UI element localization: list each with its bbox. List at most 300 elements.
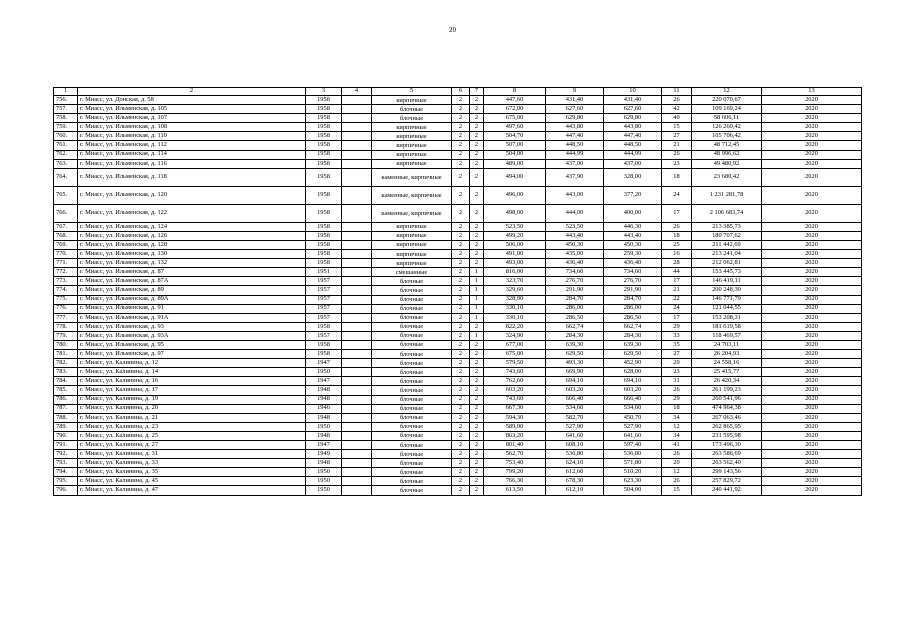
- table-cell: 2: [470, 96, 484, 105]
- table-cell: 761.: [54, 141, 78, 150]
- table-cell: кирпичные: [372, 132, 452, 141]
- table-cell: 146 419,11: [692, 277, 762, 286]
- table-cell: 12: [662, 422, 692, 431]
- table-cell: [342, 395, 372, 404]
- table-cell: 1948: [306, 431, 342, 440]
- table-cell: 1957: [306, 295, 342, 304]
- table-row: [54, 386, 862, 395]
- table-cell: 286,00: [546, 304, 604, 313]
- table-cell: 629,80: [546, 114, 604, 123]
- table-row: [54, 350, 862, 359]
- table-cell: 118 469,57: [692, 331, 762, 340]
- table-cell: 2: [470, 422, 484, 431]
- table-cell: 788.: [54, 413, 78, 422]
- table-cell: г. Миасс, ул. Ильменская, д. 114: [78, 150, 306, 159]
- table-cell: 603,20: [484, 386, 546, 395]
- table-cell: [342, 186, 372, 204]
- table-cell: 2: [470, 105, 484, 114]
- table-cell: 26: [662, 150, 692, 159]
- column-header-7: 7: [470, 88, 484, 96]
- table-cell: г. Миасс, ул. Калинина, д. 12: [78, 359, 306, 368]
- table-cell: 25 415,77: [692, 368, 762, 377]
- table-cell: 669,90: [546, 368, 604, 377]
- table-cell: 494,00: [484, 168, 546, 186]
- table-cell: 448,50: [546, 141, 604, 150]
- table-cell: 1958: [306, 132, 342, 141]
- table-cell: 17: [662, 313, 692, 322]
- table-cell: 662,74: [546, 322, 604, 331]
- table-cell: 612,10: [546, 486, 604, 495]
- table-cell: 24 703,11: [692, 340, 762, 349]
- table-cell: 323,70: [484, 277, 546, 286]
- table-cell: 603,20: [604, 386, 662, 395]
- table-cell: кирпичные: [372, 96, 452, 105]
- table-cell: 443,00: [546, 186, 604, 204]
- table-cell: 594,30: [484, 413, 546, 422]
- table-cell: 536,80: [546, 450, 604, 459]
- table-row: [54, 404, 862, 413]
- table-cell: г. Миасс, ул. Ильменская, д. 124: [78, 222, 306, 231]
- table-row: [54, 413, 862, 422]
- table-cell: 1947: [306, 359, 342, 368]
- table-cell: 579,50: [484, 359, 546, 368]
- table-cell: 641,60: [604, 431, 662, 440]
- table-cell: 536,80: [604, 450, 662, 459]
- table-cell: 2 106 683,74: [692, 204, 762, 222]
- table-cell: г. Миасс, ул. Ильменская, д. 91: [78, 304, 306, 313]
- table-cell: 2: [470, 222, 484, 231]
- table-cell: 34: [662, 413, 692, 422]
- table-cell: г. Миасс, ул. Ильменская, д. 95: [78, 340, 306, 349]
- table-cell: 2: [452, 350, 470, 359]
- table-cell: 2020: [762, 132, 862, 141]
- table-cell: кирпичные: [372, 259, 452, 268]
- table-cell: 499,20: [484, 231, 546, 240]
- table-cell: 1958: [306, 96, 342, 105]
- table-row: [54, 123, 862, 132]
- table-cell: 491,00: [484, 250, 546, 259]
- table-cell: блочные: [372, 377, 452, 386]
- table-cell: кирпичные: [372, 240, 452, 249]
- table-cell: [342, 150, 372, 159]
- table-cell: 734,60: [604, 268, 662, 277]
- table-cell: 181 619,58: [692, 322, 762, 331]
- table-cell: 2: [470, 413, 484, 422]
- table-cell: г. Миасс, ул. Калинина, д. 19: [78, 395, 306, 404]
- table-cell: г. Миасс, ул. Донская, д. 58: [78, 96, 306, 105]
- table-cell: 2: [452, 486, 470, 495]
- table-cell: 26: [662, 96, 692, 105]
- table-cell: 1958: [306, 204, 342, 222]
- table-cell: 2020: [762, 105, 862, 114]
- table-cell: 2020: [762, 340, 862, 349]
- column-header-4: 4: [342, 88, 372, 96]
- table-cell: 666,40: [546, 395, 604, 404]
- table-cell: 22: [662, 295, 692, 304]
- table-cell: г. Миасс, ул. Ильменская, д. 116: [78, 159, 306, 168]
- table-cell: 2020: [762, 359, 862, 368]
- table-cell: 437,00: [546, 159, 604, 168]
- table-cell: г. Миасс, ул. Ильменская, д. 112: [78, 141, 306, 150]
- table-cell: 2: [452, 304, 470, 313]
- table-cell: 1958: [306, 186, 342, 204]
- table-cell: 624,10: [546, 459, 604, 468]
- table-cell: 534,60: [546, 404, 604, 413]
- table-cell: 2: [452, 132, 470, 141]
- table-cell: 2: [452, 422, 470, 431]
- table-cell: 24: [662, 186, 692, 204]
- table-cell: 173 496,30: [692, 441, 762, 450]
- table-cell: 2: [470, 231, 484, 240]
- table-cell: 24 558,16: [692, 359, 762, 368]
- table-cell: 2: [452, 141, 470, 150]
- table-cell: 773.: [54, 277, 78, 286]
- table-cell: 1957: [306, 286, 342, 295]
- table-cell: 2020: [762, 322, 862, 331]
- table-cell: смешанные: [372, 268, 452, 277]
- table-cell: 2: [452, 459, 470, 468]
- table-cell: блочные: [372, 359, 452, 368]
- table-cell: 799,20: [484, 468, 546, 477]
- table-cell: 180 707,62: [692, 231, 762, 240]
- table-cell: 1958: [306, 340, 342, 349]
- table-cell: 448,50: [604, 141, 662, 150]
- table-cell: [342, 268, 372, 277]
- table-cell: 765.: [54, 186, 78, 204]
- table-cell: 2: [452, 331, 470, 340]
- table-cell: блочные: [372, 386, 452, 395]
- table-cell: 42: [662, 105, 692, 114]
- table-cell: 212 062,81: [692, 259, 762, 268]
- table-cell: 437,00: [604, 159, 662, 168]
- table-cell: блочные: [372, 340, 452, 349]
- table-cell: 291,90: [546, 286, 604, 295]
- table-cell: 527,90: [546, 422, 604, 431]
- table-cell: блочные: [372, 413, 452, 422]
- table-cell: 2020: [762, 150, 862, 159]
- table-cell: 2: [452, 250, 470, 259]
- table-cell: 523,50: [484, 222, 546, 231]
- table-cell: 2: [452, 150, 470, 159]
- table-cell: 2020: [762, 231, 862, 240]
- table-cell: 801,40: [484, 441, 546, 450]
- table-cell: 694,10: [546, 377, 604, 386]
- table-cell: 2: [470, 186, 484, 204]
- table-cell: 328,00: [604, 168, 662, 186]
- table-cell: 29: [662, 395, 692, 404]
- table-cell: 1950: [306, 422, 342, 431]
- table-cell: 2: [470, 204, 484, 222]
- table-cell: 523,50: [546, 222, 604, 231]
- table-cell: 1950: [306, 368, 342, 377]
- column-header-1: 1: [54, 88, 78, 96]
- table-cell: 267 063,46: [692, 413, 762, 422]
- table-cell: 2020: [762, 486, 862, 495]
- table-cell: 27: [662, 132, 692, 141]
- table-cell: 784.: [54, 377, 78, 386]
- table-cell: блочные: [372, 404, 452, 413]
- table-cell: 284,70: [546, 295, 604, 304]
- table-cell: 790.: [54, 431, 78, 440]
- table-cell: [342, 168, 372, 186]
- table-cell: 627,60: [604, 105, 662, 114]
- table-cell: 743,60: [484, 395, 546, 404]
- table-cell: 1: [470, 331, 484, 340]
- table-cell: 15: [662, 486, 692, 495]
- table-cell: блочные: [372, 331, 452, 340]
- table-cell: 261 199,23: [692, 386, 762, 395]
- table-cell: 667,30: [484, 404, 546, 413]
- table-row: [54, 277, 862, 286]
- table-cell: 2020: [762, 441, 862, 450]
- table-row: [54, 340, 862, 349]
- table-cell: г. Миасс, ул. Ильменская, д. 89А: [78, 295, 306, 304]
- table-cell: 629,80: [604, 114, 662, 123]
- table-cell: 58 606,11: [692, 114, 762, 123]
- table-cell: 766,30: [484, 477, 546, 486]
- table-cell: блочные: [372, 304, 452, 313]
- table-cell: 1958: [306, 322, 342, 331]
- table-cell: 35: [662, 340, 692, 349]
- table-cell: 758.: [54, 114, 78, 123]
- table-cell: 770.: [54, 250, 78, 259]
- table-cell: 2: [470, 395, 484, 404]
- table-cell: 41: [662, 441, 692, 450]
- table-cell: г. Миасс, ул. Калинина, д. 23: [78, 422, 306, 431]
- table-cell: 2020: [762, 468, 862, 477]
- table-cell: 2020: [762, 431, 862, 440]
- table-row: [54, 96, 862, 105]
- table-cell: 26 420,34: [692, 377, 762, 386]
- table-cell: 627,60: [546, 105, 604, 114]
- table-cell: 760.: [54, 132, 78, 141]
- table-cell: 589,90: [484, 422, 546, 431]
- table-cell: 2: [452, 295, 470, 304]
- table-row: [54, 331, 862, 340]
- table-cell: 17: [662, 204, 692, 222]
- table-row: [54, 114, 862, 123]
- table-cell: 260 541,96: [692, 395, 762, 404]
- table-cell: г. Миасс, ул. Ильменская, д. 130: [78, 250, 306, 259]
- table-cell: 447,40: [546, 132, 604, 141]
- table-cell: [342, 468, 372, 477]
- table-cell: г. Миасс, ул. Калинина, д. 14: [78, 368, 306, 377]
- table-cell: 2: [452, 359, 470, 368]
- table-cell: 28: [662, 259, 692, 268]
- table-cell: г. Миасс, ул. Ильменская, д. 122: [78, 204, 306, 222]
- table-cell: 1958: [306, 250, 342, 259]
- table-cell: 816,00: [484, 268, 546, 277]
- table-cell: 787.: [54, 404, 78, 413]
- table-cell: блочные: [372, 313, 452, 322]
- table-cell: 1958: [306, 123, 342, 132]
- table-cell: 2: [470, 404, 484, 413]
- table-cell: 286,50: [546, 313, 604, 322]
- table-cell: г. Миасс, ул. Ильменская, д. 108: [78, 123, 306, 132]
- table-cell: 26: [662, 450, 692, 459]
- table-cell: блочные: [372, 105, 452, 114]
- table-cell: 2: [470, 350, 484, 359]
- table-cell: 1958: [306, 159, 342, 168]
- table-cell: 2: [470, 114, 484, 123]
- table-cell: 675,00: [484, 350, 546, 359]
- table-cell: 2020: [762, 386, 862, 395]
- table-row: [54, 295, 862, 304]
- table-cell: [342, 277, 372, 286]
- table-cell: 2: [470, 259, 484, 268]
- table-cell: 2020: [762, 186, 862, 204]
- table-cell: 24: [662, 304, 692, 313]
- table-cell: 2: [452, 441, 470, 450]
- table-cell: 783.: [54, 368, 78, 377]
- table-cell: 109 169,24: [692, 105, 762, 114]
- table-cell: 431,40: [604, 96, 662, 105]
- table-cell: 26: [662, 477, 692, 486]
- table-cell: 2020: [762, 168, 862, 186]
- table-cell: [342, 231, 372, 240]
- table-cell: 1958: [306, 168, 342, 186]
- table-cell: г. Миасс, ул. Калинина, д. 16: [78, 377, 306, 386]
- table-cell: 507,00: [484, 141, 546, 150]
- table-cell: 789.: [54, 422, 78, 431]
- table-cell: 1948: [306, 413, 342, 422]
- table-cell: [342, 377, 372, 386]
- table-row: [54, 322, 862, 331]
- table-cell: 1: [470, 313, 484, 322]
- table-cell: [342, 96, 372, 105]
- table-cell: 286,50: [604, 313, 662, 322]
- table-cell: 510,20: [604, 468, 662, 477]
- table-cell: 200 248,30: [692, 286, 762, 295]
- column-header-13: 13: [762, 88, 862, 96]
- table-row: [54, 395, 862, 404]
- table-cell: 121 044,55: [692, 304, 762, 313]
- table-cell: 1947: [306, 441, 342, 450]
- table-cell: 284,30: [604, 331, 662, 340]
- column-header-10: 10: [604, 88, 662, 96]
- table-row: [54, 477, 862, 486]
- table-cell: 324,90: [484, 331, 546, 340]
- table-cell: 2020: [762, 313, 862, 322]
- table-cell: 2: [452, 123, 470, 132]
- table-cell: 2: [470, 468, 484, 477]
- table-cell: 443,80: [604, 123, 662, 132]
- table-cell: 2: [452, 268, 470, 277]
- table-cell: 276,70: [546, 277, 604, 286]
- table-cell: [342, 477, 372, 486]
- table-cell: блочные: [372, 459, 452, 468]
- table-cell: 2: [470, 431, 484, 440]
- table-cell: 768.: [54, 231, 78, 240]
- table-cell: 772.: [54, 268, 78, 277]
- table-cell: 662,74: [604, 322, 662, 331]
- table-cell: 450,30: [546, 240, 604, 249]
- table-cell: 2: [452, 277, 470, 286]
- table-cell: 2020: [762, 96, 862, 105]
- table-row: [54, 231, 862, 240]
- table-cell: [342, 286, 372, 295]
- table-cell: 1946: [306, 404, 342, 413]
- table-cell: [342, 450, 372, 459]
- table-cell: 21: [662, 141, 692, 150]
- table-cell: [342, 322, 372, 331]
- table-cell: блочные: [372, 286, 452, 295]
- table-cell: 2: [470, 386, 484, 395]
- table-cell: 1958: [306, 105, 342, 114]
- table-cell: 2: [470, 441, 484, 450]
- table-cell: г. Миасс, ул. Калинина, д. 45: [78, 477, 306, 486]
- table-cell: [342, 240, 372, 249]
- table-cell: г. Миасс, ул. Ильменская, д. 97: [78, 350, 306, 359]
- table-cell: 23 680,42: [692, 168, 762, 186]
- table-cell: 146 771,79: [692, 295, 762, 304]
- table-cell: 774.: [54, 286, 78, 295]
- table-row: [54, 259, 862, 268]
- table-cell: 1: [470, 268, 484, 277]
- table-cell: [342, 386, 372, 395]
- table-cell: [342, 331, 372, 340]
- table-cell: 2020: [762, 404, 862, 413]
- table-cell: 20: [662, 459, 692, 468]
- table-cell: [342, 368, 372, 377]
- table-cell: 612,60: [546, 468, 604, 477]
- table-cell: 678,30: [546, 477, 604, 486]
- table-cell: [342, 295, 372, 304]
- table-cell: 1958: [306, 150, 342, 159]
- table-cell: г. Миасс, ул. Ильменская, д. 107: [78, 114, 306, 123]
- table-cell: 794.: [54, 468, 78, 477]
- table-cell: 2020: [762, 240, 862, 249]
- table-cell: 443,40: [546, 231, 604, 240]
- table-cell: блочные: [372, 114, 452, 123]
- table-cell: 769.: [54, 240, 78, 249]
- table-cell: [342, 123, 372, 132]
- table-cell: блочные: [372, 322, 452, 331]
- table-row: [54, 204, 862, 222]
- table-cell: г. Миасс, ул. Ильменская, д. 91А: [78, 313, 306, 322]
- table-cell: 452,90: [604, 359, 662, 368]
- table-cell: 16: [662, 250, 692, 259]
- table-cell: 1958: [306, 114, 342, 123]
- table-cell: 34: [662, 431, 692, 440]
- table-header-row: [54, 88, 862, 96]
- table-cell: г. Миасс, ул. Ильменская, д. 93А: [78, 331, 306, 340]
- table-cell: 2: [452, 468, 470, 477]
- table-cell: 782.: [54, 359, 78, 368]
- table-cell: 759.: [54, 123, 78, 132]
- table-cell: 2: [470, 240, 484, 249]
- table-cell: 1: [470, 295, 484, 304]
- table-cell: г. Миасс, ул. Калинина, д. 21: [78, 413, 306, 422]
- table-cell: блочные: [372, 450, 452, 459]
- table-cell: 629,50: [604, 350, 662, 359]
- table-cell: кирпичные: [372, 123, 452, 132]
- table-cell: 2: [470, 168, 484, 186]
- table-cell: 2020: [762, 395, 862, 404]
- table-cell: [342, 222, 372, 231]
- table-cell: 18: [662, 404, 692, 413]
- table-cell: 786.: [54, 395, 78, 404]
- table-cell: 2: [470, 450, 484, 459]
- table-cell: 764.: [54, 168, 78, 186]
- table-cell: [342, 404, 372, 413]
- table-cell: [342, 114, 372, 123]
- table-cell: 1950: [306, 486, 342, 495]
- table-cell: [342, 340, 372, 349]
- table-cell: 763.: [54, 159, 78, 168]
- table-row: [54, 240, 862, 249]
- table-cell: 286,00: [604, 304, 662, 313]
